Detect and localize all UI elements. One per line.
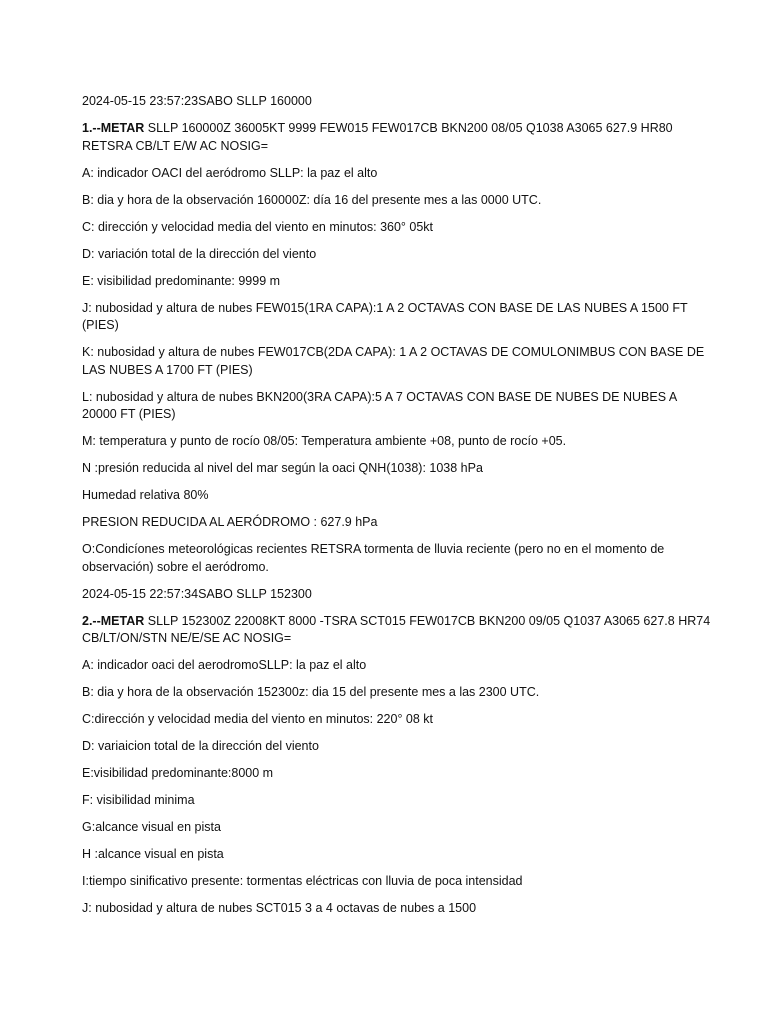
document-page xyxy=(82,93,712,927)
paragraph-item: C: dirección y velocidad media del viento en minutos: 360° 05kt xyxy=(82,219,434,234)
paragraph-item: D: variación total de la dirección del viento xyxy=(82,246,317,261)
paragraph-item: B: dia y hora de la observación 152300z: dia 15 del presente mes a las 2300 UTC. xyxy=(82,685,540,699)
paragraph-item: H :alcance visual en pista xyxy=(82,847,224,861)
paragraph-item: N :presión reducida al nivel del mar según la oaci QNH(1038): 1038 hPa xyxy=(82,461,483,475)
paragraph-item: M: temperatura y punto de rocío 08/05: Temperatura ambiente +08, punto de rocío +05. xyxy=(82,434,567,448)
paragraph-item: E: visibilidad predominante: 9999 m xyxy=(82,273,281,288)
paragraph-item: A: indicador OACI del aeródromo SLLP: la paz el alto xyxy=(82,165,378,180)
paragraph-item: PRESION REDUCIDA AL AERÓDROMO : 627.9 hPa xyxy=(82,515,378,529)
paragraph-item: C:dirección y velocidad media del viento en minutos: 220° 08 kt xyxy=(82,712,434,726)
metar-label: 2.--METAR xyxy=(82,613,145,628)
paragraph-header-1: 2024-05-15 23:57:23SABO SLLP 160000 xyxy=(82,94,312,108)
paragraph-metar-1: 1.--METAR SLLP 160000Z 36005KT 9999 FEW015 FEW017CB BKN200 08/05 Q1038 A3065 627.9 HR80 RETSRA CB/LT E/W AC NOSIG= xyxy=(82,121,673,153)
metar-label: 1.--METAR xyxy=(82,121,145,135)
paragraph-item: Humedad relativa 80% xyxy=(82,488,209,502)
paragraph-item: L: nubosidad y altura de nubes BKN200(3RA CAPA):5 A 7 OCTAVAS CON BASE DE NUBES DE NUBES A 20000 FT (PIES) xyxy=(82,389,677,421)
paragraph-item: B: dia y hora de la observación 160000Z: día 16 del presente mes a las 0000 UTC. xyxy=(82,192,542,207)
paragraph-item: A: indicador oaci del aerodromoSLLP: la paz el alto xyxy=(82,658,367,672)
paragraph-item: O:Condicíones meteorológicas recientes RETSRA tormenta de lluvia reciente (pero no en el momento de observación) sobre el aeródromo. xyxy=(82,542,665,574)
paragraph-item: G:alcance visual en pista xyxy=(82,820,221,834)
paragraph-item: K: nubosidad y altura de nubes FEW017CB(2DA CAPA): 1 A 2 OCTAVAS DE COMULONIMBUS CON BASE DE LAS NUBES A 1700 FT (PIES) xyxy=(82,345,705,377)
paragraph-header-2: 2024-05-15 22:57:34SABO SLLP 152300 xyxy=(82,586,312,601)
paragraph-item: I:tiempo sinificativo presente: tormentas eléctricas con lluvia de poca intensidad xyxy=(82,874,523,888)
paragraph-item: D: variaicion total de la dirección del viento xyxy=(82,739,319,753)
paragraph-metar-2: 2.--METAR SLLP 152300Z 22008KT 8000 -TSRA SCT015 FEW017CB BKN200 09/05 Q1037 A3065 627.8 HR74 CB/LT/ON/STN NE/E/SE AC NOSIG= xyxy=(82,613,711,645)
paragraph-item: J: nubosidad y altura de nubes FEW015(1RA CAPA):1 A 2 OCTAVAS CON BASE DE LAS NUBES A 1500 FT (PIES) xyxy=(82,300,688,332)
paragraph-item: J: nubosidad y altura de nubes SCT015 3 a 4 octavas de nubes a 1500 xyxy=(82,901,477,915)
paragraph-item: F: visibilidad minima xyxy=(82,793,195,807)
paragraph-item: E:visibilidad predominante:8000 m xyxy=(82,766,274,780)
